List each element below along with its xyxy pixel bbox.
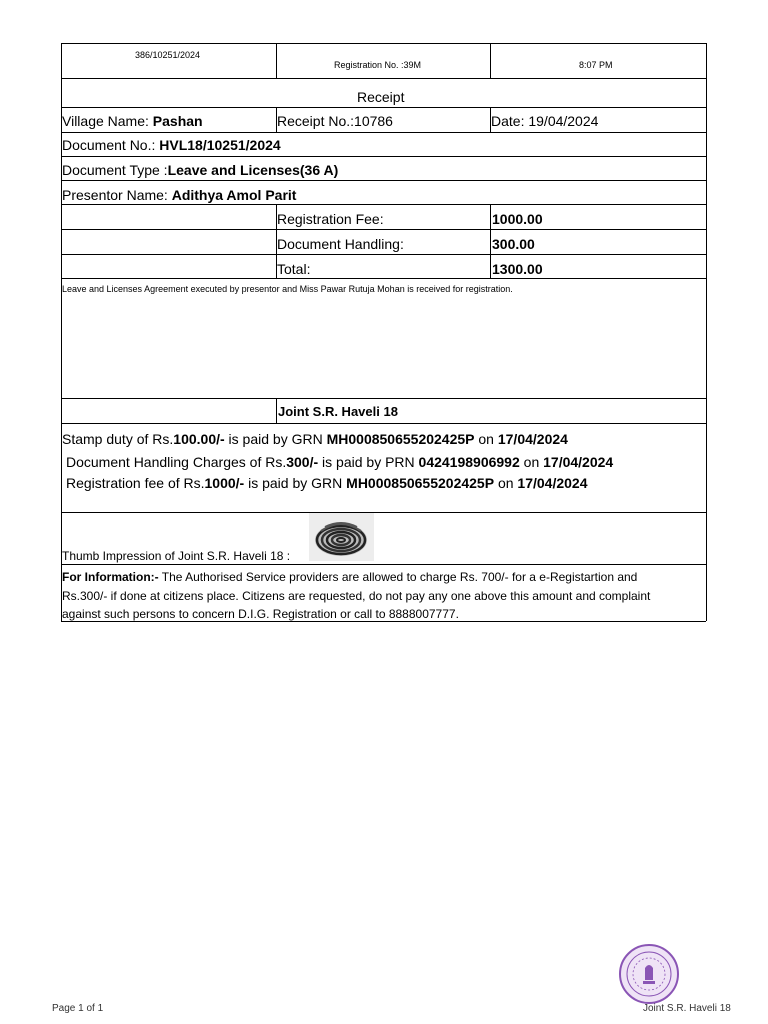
fee-label: Document Handling:	[277, 236, 404, 252]
presentor-value: Adithya Amol Parit	[171, 187, 297, 203]
thumb-impression-label: Thumb Impression of Joint S.R. Haveli 18 :	[62, 549, 291, 563]
payment-date: 17/04/2024	[497, 431, 568, 447]
rule	[490, 43, 491, 78]
seal-ring-icon	[621, 946, 677, 1002]
footer-office: Joint S.R. Haveli 18	[643, 1003, 731, 1014]
rule	[490, 204, 491, 278]
info-text: The Authorised Service providers are allowed to charge Rs. 700/- for a e-Registartion and	[158, 570, 638, 584]
header-ref: 386/10251/2024	[135, 50, 201, 60]
rule	[61, 278, 706, 279]
rule	[61, 254, 706, 255]
fee-label: Registration Fee:	[277, 211, 384, 227]
rule	[61, 621, 706, 622]
receipt-date: Date: 19/04/2024	[491, 113, 599, 129]
payment-reference: MH000850655202425P	[326, 431, 475, 447]
payment-reference: 0424198906992	[418, 454, 520, 470]
document-type-label: Document Type :	[62, 162, 168, 178]
village-label: Village Name:	[62, 113, 153, 129]
payment-text: on	[474, 431, 498, 447]
payment-text: Document Handling Charges of Rs.	[66, 454, 287, 470]
official-seal	[619, 944, 679, 1004]
rule	[276, 398, 277, 423]
rule	[61, 204, 706, 205]
rule	[706, 43, 707, 621]
payment-text: Registration fee of Rs.	[66, 475, 205, 491]
agreement-note: Leave and Licenses Agreement executed by presentor and Miss Pawar Rutuja Mohan is received for registration.	[62, 284, 513, 294]
document-type	[62, 163, 338, 177]
rule	[61, 423, 706, 424]
payment-text: on	[519, 454, 544, 470]
fee-total-value: 1300.00	[492, 261, 543, 277]
payment-text: is paid by GRN	[244, 475, 347, 491]
document-number-label: Document No.:	[62, 137, 160, 153]
fingerprint-icon	[309, 513, 374, 561]
header-time: 8:07 PM	[579, 60, 613, 70]
presentor-name	[62, 188, 296, 202]
rule	[61, 564, 706, 565]
rule	[61, 398, 706, 399]
info-line: Rs.300/- if done at citizens place. Citizens are requested, do not pay any one above this amount and complaint	[62, 589, 651, 603]
village-value: Pashan	[152, 113, 203, 129]
rule	[61, 107, 706, 108]
payment-text: is paid by GRN	[224, 431, 327, 447]
rule	[61, 43, 706, 44]
payment-amount: 300/-	[286, 454, 319, 470]
payment-date: 17/04/2024	[517, 475, 588, 491]
payment-registration-fee	[66, 476, 588, 490]
presentor-label: Presentor Name:	[62, 187, 172, 203]
payment-document-handling	[66, 455, 613, 469]
payment-amount: 1000/-	[204, 475, 245, 491]
info-line: against such persons to concern D.I.G. Registration or call to 8888007777.	[62, 607, 459, 621]
info-line	[62, 571, 637, 583]
rule	[61, 132, 706, 133]
payment-amount: 100.00/-	[173, 431, 225, 447]
payment-reference: MH000850655202425P	[346, 475, 495, 491]
document-number	[62, 138, 281, 152]
fee-total-label: Total:	[277, 261, 311, 277]
info-label: For Information:-	[62, 570, 159, 584]
payment-text: is paid by PRN	[318, 454, 419, 470]
receipt-number: Receipt No.:10786	[277, 113, 393, 129]
document-number-value: HVL18/10251/2024	[159, 137, 281, 153]
payment-stamp-duty	[62, 432, 568, 446]
rule	[61, 43, 62, 621]
rule	[61, 229, 706, 230]
registration-number: Registration No. :39M	[334, 60, 422, 70]
fee-value: 1000.00	[492, 211, 543, 227]
receipt-title: Receipt	[357, 89, 405, 105]
payment-date: 17/04/2024	[543, 454, 614, 470]
rule	[61, 156, 706, 157]
document-type-value: Leave and Licenses(36 A)	[167, 162, 339, 178]
village-name	[62, 114, 203, 128]
thumb-impression-image	[309, 513, 374, 561]
fee-value: 300.00	[492, 236, 535, 252]
payment-text: Stamp duty of Rs.	[62, 431, 174, 447]
page-number: Page 1 of 1	[52, 1003, 104, 1014]
rule	[61, 78, 706, 79]
rule	[276, 43, 277, 78]
payment-text: on	[494, 475, 518, 491]
office-name: Joint S.R. Haveli 18	[278, 404, 398, 419]
rule	[61, 180, 706, 181]
rule	[61, 512, 706, 513]
